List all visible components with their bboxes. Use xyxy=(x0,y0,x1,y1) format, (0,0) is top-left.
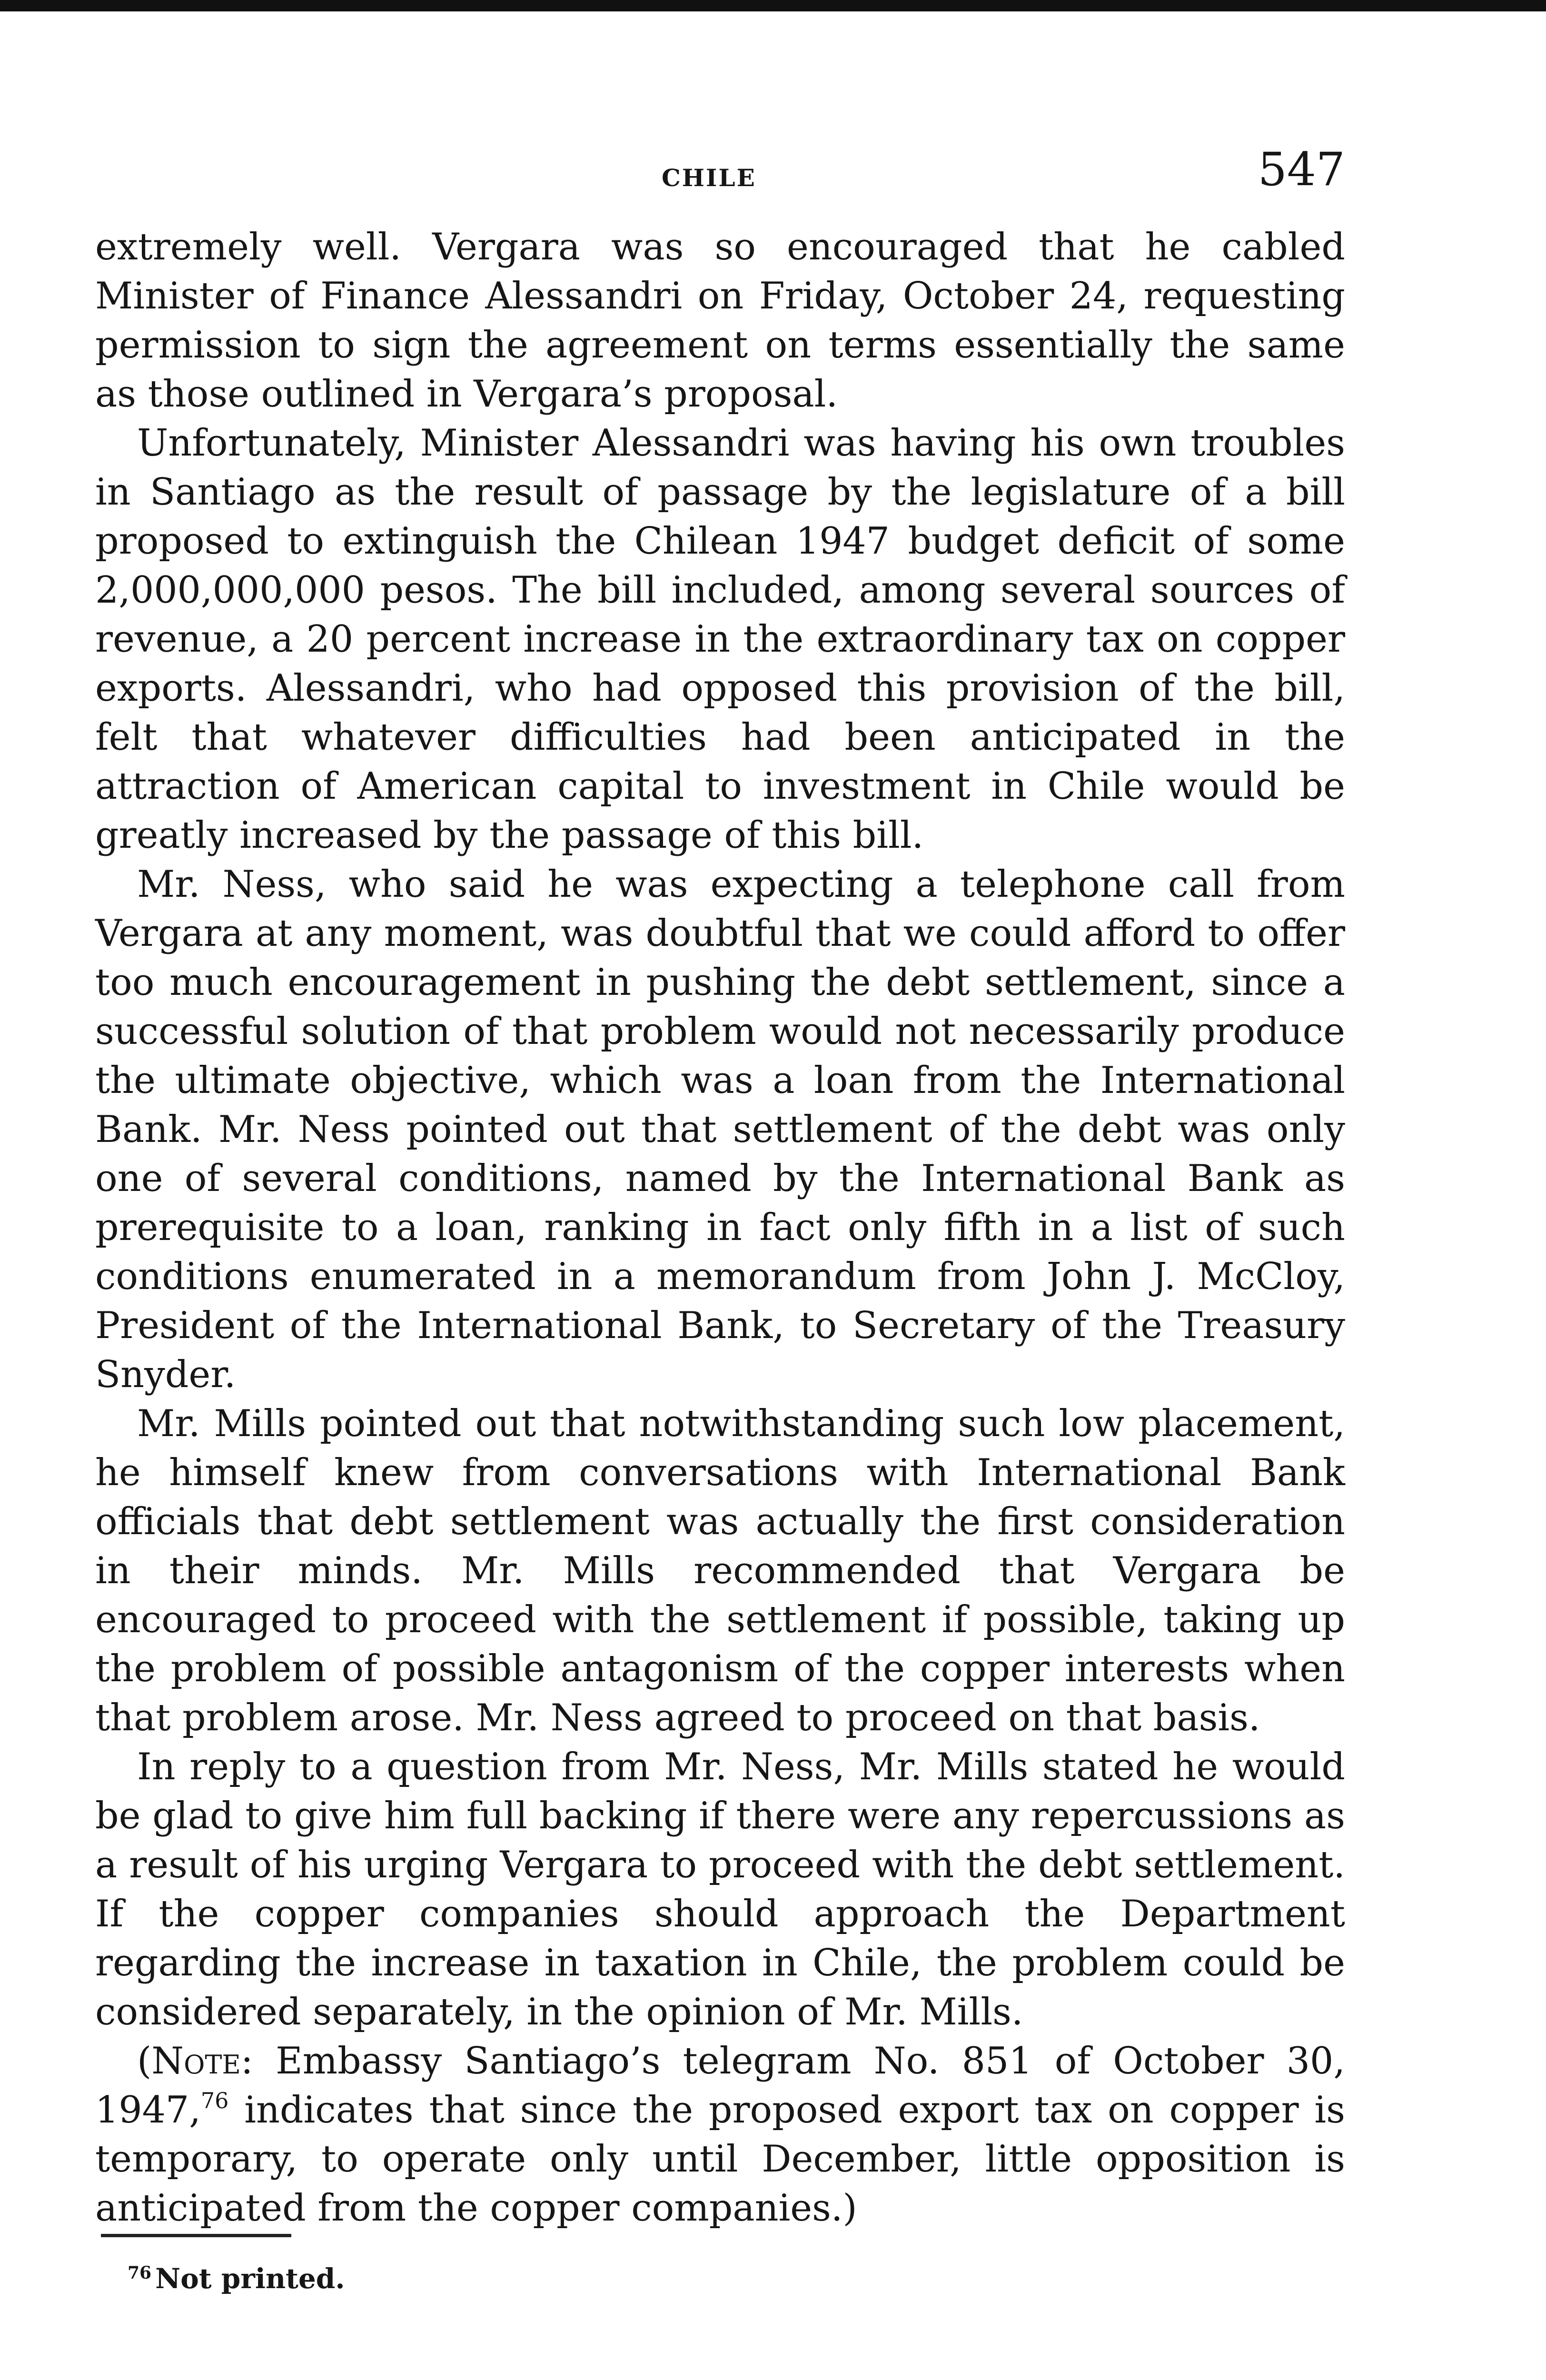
paragraph-continued: extremely well. Vergara was so encouraged that he cabled Minister of Finance Alessandri on Friday, October 24, requesting permission to sign the agreement on terms essentially the same as those outlined in Vergara’s proposal. xyxy=(95,226,1345,416)
footnote xyxy=(128,2262,345,2295)
paragraph-ness-doubts: Mr. Ness, who said he was expecting a telephone call from Vergara at any moment, was doubtful that we could afford to offer too much encouragement in pushing the debt settlement, since a successful solution of that problem would not necessarily produce the ultimate objective, which was a loan from the International Bank. Mr. Ness pointed out that settlement of the debt was only one of several conditions, named by the International Bank as prerequisite to a loan, ranking in fact only fifth in a list of such conditions enumerated in a memorandum from John J. McCloy, President of the International Bank, to Secretary of the Treasury Snyder. xyxy=(95,863,1345,1396)
footnote-text: Not printed. xyxy=(155,2262,345,2295)
paragraph-mills-response: Mr. Mills pointed out that notwithstanding such low placement, he himself knew from conversations with International Bank officials that debt settlement was actually the first consideration in their minds. Mr. Mills recommended that Vergara be encouraged to proceed with the settlement if possible, taking up the problem of possible antagonism of the copper interests when that problem arose. Mr. Ness agreed to proceed on that basis. xyxy=(95,1402,1345,1739)
top-border-rule xyxy=(0,0,1546,11)
running-head-title: CHILE xyxy=(662,164,756,192)
note-rest-text: indicates that since the proposed export tax on copper is temporary, to operate only until December, little opposition is anticipated from the copper companies.) xyxy=(95,2089,1345,2230)
paragraph-note xyxy=(95,2037,1345,2233)
footnote-reference: 76 xyxy=(200,2088,229,2113)
running-head xyxy=(95,143,1345,209)
note-lead-text: Embassy Santiago’s telegram No. 851 of October 30, 1947, xyxy=(95,2040,1345,2132)
footnote-divider xyxy=(101,2234,291,2237)
page-number: 547 xyxy=(1258,143,1345,196)
body-text xyxy=(95,223,1345,2233)
paragraph-mills-backing: In reply to a question from Mr. Ness, Mr. Mills stated he would be glad to give him full backing if there were any repercussions as a result of his urging Vergara to proceed with the debt settlement. If the copper companies should approach the Department regarding the increase in taxation in Chile, the problem could be considered separately, in the opinion of Mr. Mills. xyxy=(95,1745,1345,2033)
footnote-number: 76 xyxy=(128,2263,152,2283)
note-open-paren: ( xyxy=(137,2040,152,2082)
paragraph-alessandri-troubles: Unfortunately, Minister Alessandri was having his own troubles in Santiago as the result of passage by the legislature of a bill proposed to extinguish the Chilean 1947 budget deficit of some 2,000,000,000 pesos. The bill included, among several sources of revenue, a 20 percent increase in the extraordinary tax on copper exports. Alessandri, who had opposed this provision of the bill, felt that whatever difficulties had been anticipated in the attraction of American capital to investment in Chile would be greatly increased by the passage of this bill. xyxy=(95,422,1345,857)
note-colon: : xyxy=(240,2040,276,2082)
note-label: Note xyxy=(151,2040,241,2082)
